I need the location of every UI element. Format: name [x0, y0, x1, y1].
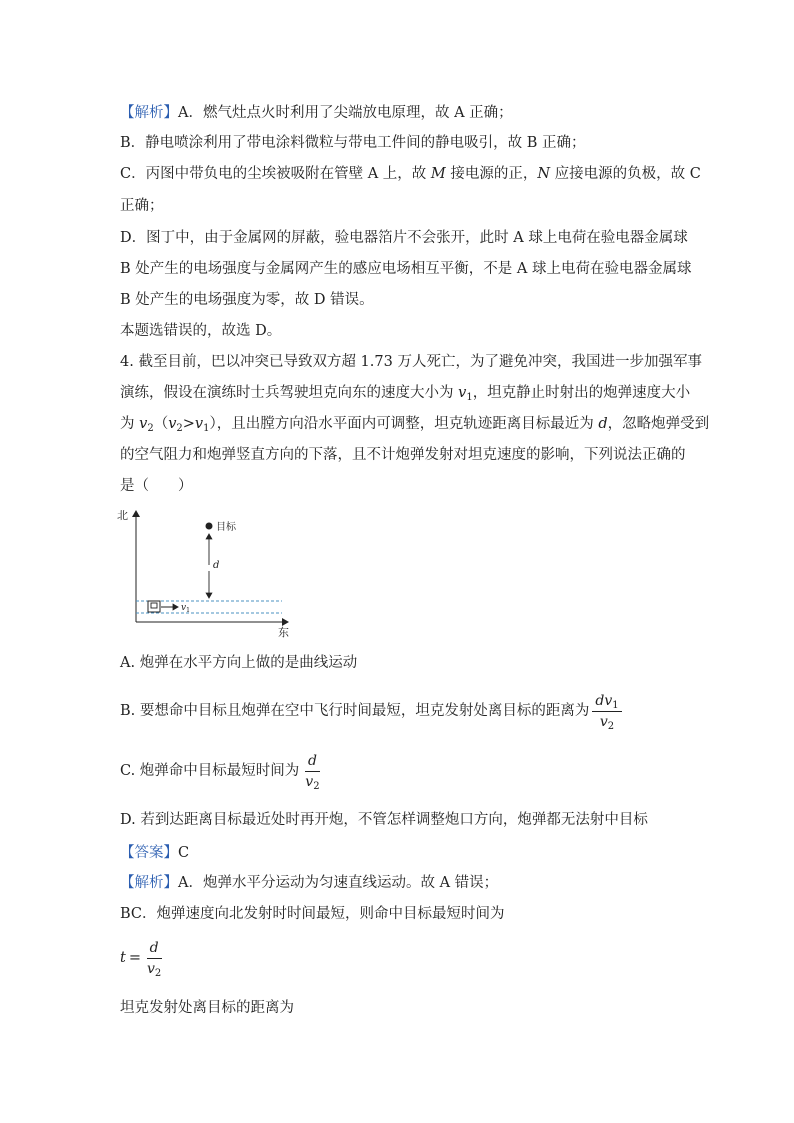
analysis-line-3: 坦克发射处离目标的距离为: [120, 1000, 294, 1016]
north-label: 北: [117, 509, 128, 522]
velocity-sub: 1: [186, 607, 190, 614]
text: 演练，假设在演练时士兵驾驶坦克向东的速度大小为: [120, 385, 459, 401]
question-4-line-5: 是（ ）: [120, 478, 193, 494]
subscript: 2: [176, 423, 183, 434]
den-text: v: [305, 773, 314, 790]
prev-analysis-text: A．燃气灶点火时利用了尖端放电原理，故 A 正确；: [178, 105, 513, 121]
denominator: [597, 712, 617, 730]
num-sub: 1: [612, 699, 619, 711]
den-text: v: [146, 960, 155, 977]
answer-value: C: [178, 845, 190, 861]
denominator: [144, 959, 164, 977]
numerator: [592, 693, 621, 712]
den-sub: 2: [607, 720, 615, 732]
analysis-formula: [120, 937, 164, 979]
answer-line: [120, 843, 189, 863]
subscript: 1: [466, 392, 473, 403]
prev-analysis-line-b: B．静电喷涂利用了带电涂料微粒与带电工件间的静电吸引，故 B 正确；: [120, 135, 586, 151]
question-4-line-3: [120, 414, 709, 434]
option-c: [120, 750, 323, 792]
numerator: d: [305, 753, 320, 772]
var-n: N: [537, 166, 551, 182]
var-v: v: [139, 416, 148, 432]
var-v: v: [168, 416, 177, 432]
prev-analysis-line-d1: D．图丁中，由于金属网的屏蔽，验电器箔片不会张开，此时 A 球上电荷在验电器金属球: [120, 230, 688, 246]
text: >: [182, 416, 195, 432]
text: （: [153, 416, 169, 432]
text: 接电源的正，: [445, 166, 538, 182]
den-sub: 2: [154, 967, 162, 979]
velocity-label: [181, 603, 190, 614]
analysis-line-1: [120, 873, 498, 893]
subscript: 2: [147, 423, 154, 434]
analysis-line-2: BC．炮弹速度向北发射时时间最短，则命中目标最短时间为: [120, 906, 505, 922]
prev-analysis-line-d3: B 处产生的电场强度为零，故 D 错误。: [120, 292, 374, 308]
question-4-line-1: 4. 截至目前，巴以冲突已导致双方超 1.73 万人死亡，为了避免冲突，我国进一步加强军事: [120, 354, 702, 370]
target-dot: [206, 523, 213, 530]
var-v: v: [458, 385, 467, 401]
var-d: d: [598, 416, 608, 432]
prev-analysis-line-c2: 正确；: [120, 198, 164, 214]
text: ），且出膛方向沿水平面内可调整，坦克轨迹距离目标最近为: [209, 416, 599, 432]
subscript: 1: [203, 423, 210, 434]
den-text: v: [599, 713, 608, 730]
distance-label: d: [213, 560, 220, 571]
numerator: d: [147, 940, 162, 959]
prev-analysis-line-c1: [120, 164, 701, 184]
text: ，忽略炮弹受到: [607, 416, 710, 432]
option-c-text: C. 炮弹命中目标最短时间为: [120, 763, 300, 779]
den-sub: 2: [313, 780, 320, 792]
denominator: [302, 772, 322, 790]
text: 应接电源的负极，故 C: [550, 166, 701, 182]
var-m: M: [430, 166, 446, 182]
analysis-text: A．炮弹水平分运动为匀速直线运动。故 A 错误；: [178, 875, 499, 891]
option-b-fraction: [592, 693, 621, 730]
num-text: dv: [595, 692, 613, 709]
east-label: 东: [278, 626, 289, 639]
formula-fraction: [144, 940, 164, 977]
tank-target-figure: [112, 505, 302, 640]
option-b: [120, 690, 622, 732]
prev-analysis-line-a: [120, 103, 513, 123]
analysis-tag: 【解析】: [120, 105, 178, 121]
tank-turret: [151, 603, 157, 608]
formula-eq: =: [128, 950, 141, 966]
option-b-text: B. 要想命中目标且炮弹在空中飞行时间最短，坦克发射处离目标的距离为: [120, 703, 590, 719]
velocity-v: v: [181, 603, 187, 613]
target-label: 目标: [216, 522, 236, 533]
option-c-fraction: [302, 753, 322, 790]
question-4-line-4: 的空气阻力和炮弹竖直方向的下落，且不计炮弹发射对坦克速度的影响，下列说法正确的: [120, 447, 686, 463]
prev-conclusion: 本题选错误的，故选 D。: [120, 323, 282, 339]
prev-analysis-line-d2: B 处产生的电场强度与金属网产生的感应电场相互平衡，不是 A 球上电荷在验电器金属球: [120, 261, 692, 277]
question-4-line-2: [120, 383, 690, 403]
text: ，坦克静止时射出的炮弹速度大小: [472, 385, 691, 401]
formula-lhs: t: [120, 950, 126, 966]
text: 为: [120, 416, 140, 432]
analysis-tag: 【解析】: [120, 875, 178, 891]
answer-tag: 【答案】: [120, 845, 178, 861]
text: C．丙图中带负电的尘埃被吸附在管壁 A 上，故: [120, 166, 431, 182]
var-v: v: [194, 416, 204, 432]
option-d: D. 若到达距离目标最近处时再开炮，不管怎样调整炮口方向，炮弹都无法射中目标: [120, 812, 648, 828]
option-a: A. 炮弹在水平方向上做的是曲线运动: [120, 655, 358, 671]
